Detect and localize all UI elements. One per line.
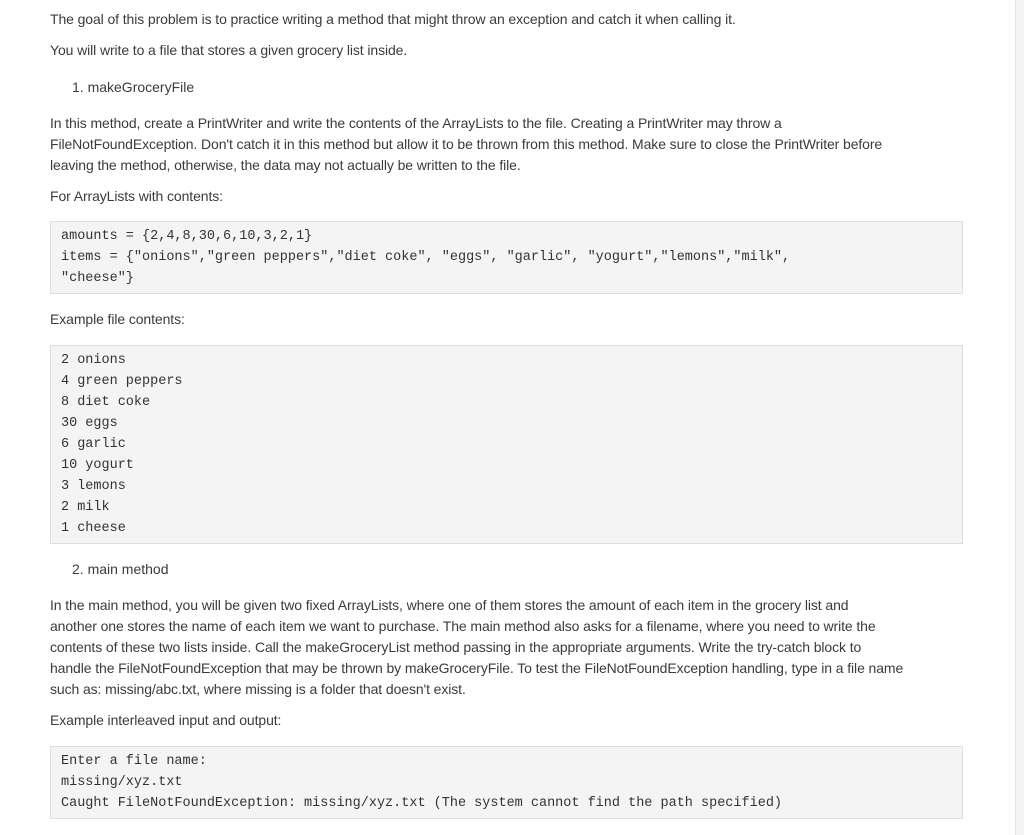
example-io-label: Example interleaved input and output: xyxy=(50,712,282,728)
arraylist-code-block xyxy=(50,221,963,294)
section2-description xyxy=(50,595,903,700)
code-line: missing/xyz.txt xyxy=(61,775,183,790)
section1-desc-line: leaving the method, otherwise, the data may not actually be written to the file. xyxy=(50,157,521,173)
code-line: "cheese"} xyxy=(61,271,134,286)
task-text: You will write to a file that stores a given grocery list inside. xyxy=(50,42,408,58)
scrollbar[interactable] xyxy=(1015,0,1024,835)
code-line: 3 lemons xyxy=(61,479,126,494)
code-line: 10 yogurt xyxy=(61,458,134,473)
section1-desc-line: FileNotFoundException. Don't catch it in this method but allow it to be thrown from this method. Make sure to close the PrintWriter before xyxy=(50,136,883,152)
code-line: amounts = {2,4,8,30,6,10,3,2,1} xyxy=(61,229,313,244)
code-line: 8 diet coke xyxy=(61,395,151,410)
section2-desc-line: In the main method, you will be given two fixed ArrayLists, where one of them stores the amount of each item in the grocery list and xyxy=(50,597,849,613)
code-line: 30 eggs xyxy=(61,416,118,431)
section1-desc-line: In this method, create a PrintWriter and write the contents of the ArrayLists to the file. Creating a PrintWriter may throw a xyxy=(50,115,782,131)
section2-desc-line: another one stores the name of each item we want to purchase. The main method also asks for a filename, where you need to write the xyxy=(50,618,876,634)
goal-text: The goal of this problem is to practice writing a method that might throw an exception and catch it when calling it. xyxy=(50,11,736,27)
code-line: Caught FileNotFoundException: missing/xyz.txt (The system cannot find the path specified) xyxy=(61,796,783,811)
code-line: 4 green peppers xyxy=(61,374,183,389)
file-contents-code-block xyxy=(50,345,963,544)
section2-heading: 2. main method xyxy=(72,561,169,577)
code-line: 2 milk xyxy=(61,500,110,515)
code-line: 6 garlic xyxy=(61,437,126,452)
section2-desc-line: contents of these two lists inside. Call the makeGroceryList method passing in the appropriate arguments. Write the try-catch block to xyxy=(50,639,862,655)
example-file-label: Example file contents: xyxy=(50,311,185,327)
section1-heading: 1. makeGroceryFile xyxy=(72,79,195,95)
code-line: Enter a file name: xyxy=(61,754,207,769)
io-code-block xyxy=(50,746,963,819)
section2-desc-line: handle the FileNotFoundException that may be thrown by makeGroceryFile. To test the FileNotFoundException handling, type in a file name xyxy=(50,660,904,676)
contents-label: For ArrayLists with contents: xyxy=(50,188,223,204)
section2-desc-line: such as: missing/abc.txt, where missing is a folder that doesn't exist. xyxy=(50,681,466,697)
code-line: items = {"onions","green peppers","diet coke", "eggs", "garlic", "yogurt","lemons","milk", xyxy=(61,250,791,265)
code-line: 1 cheese xyxy=(61,521,126,536)
section1-description xyxy=(50,113,882,176)
code-line: 2 onions xyxy=(61,353,126,368)
